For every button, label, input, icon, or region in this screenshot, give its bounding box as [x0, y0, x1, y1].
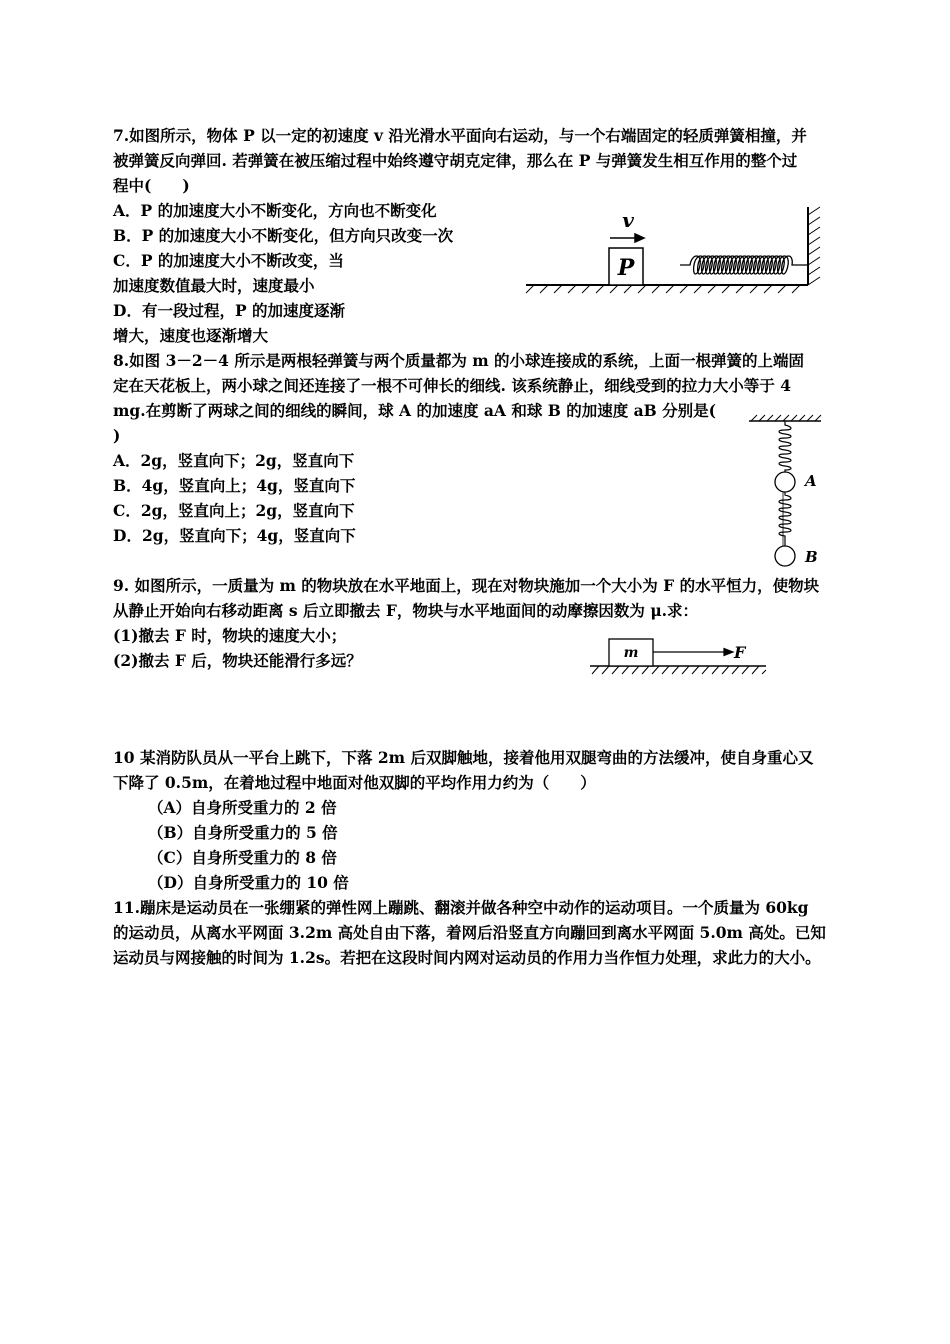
- q10-option-b: （B）自身所受重力的 5 倍: [148, 823, 338, 842]
- q10-stem-line-2: 下降了 0.5m，在着地过程中地面对他双脚的平均作用力约为（ ）: [113, 773, 596, 792]
- ball-b: [775, 546, 795, 566]
- q11-stem-line-1: 11.蹦床是运动员在一张绷紧的弹性网上蹦跳、翻滚并做各种空中动作的运动项目。一个质量为 60kg: [113, 898, 809, 917]
- q7-option-d: D．有一段过程，P 的加速度逐渐: [113, 301, 345, 320]
- q7-option-c-cont: 加速度数值最大时，速度最小: [113, 276, 315, 295]
- q9-part-1: (1)撤去 F 时，物块的速度大小；: [113, 626, 347, 645]
- q10-option-a: （A）自身所受重力的 2 倍: [148, 798, 337, 817]
- q8-stem-line-1: 8.如图 3－2－4 所示是两根轻弹簧与两个质量都为 m 的小球连接成的系统，上面一根弹簧的上端固: [113, 351, 805, 370]
- spring-7: [680, 256, 808, 274]
- block-m-label: m: [623, 645, 639, 661]
- q9-stem-line-1: 9. 如图所示，一质量为 m 的物块放在水平地面上，现在对物块施加一个大小为 F 的水平恒力，使物块: [113, 576, 820, 595]
- wall-hatch: [808, 207, 820, 285]
- q8-option-d: D．2g，竖直向下；4g，竖直向下: [113, 526, 356, 545]
- ground-hatch-9: [590, 666, 766, 674]
- ball-a: [775, 472, 795, 492]
- q10-stem-line-1: 10 某消防队员从一平台上跳下，下落 2m 后双脚触地，接着他用双腿弯曲的方法缓冲，使自身重心又: [113, 748, 814, 767]
- q7-stem-line-2: 被弹簧反向弹回. 若弹簧在被压缩过程中始终遵守胡克定律，那么在 P 与弹簧发生相互作用的整个过: [113, 151, 798, 170]
- q8-option-c: C．2g，竖直向上；2g，竖直向下: [113, 501, 355, 520]
- force-arrow: [653, 649, 733, 656]
- q7-spring-block-figure: [520, 205, 830, 297]
- q7-option-d-cont: 增大，速度也逐渐增大: [113, 326, 269, 345]
- q11-stem-line-3: 运动员与网接触的时间为 1.2s。若把在这段时间内网对运动员的作用力当作恒力处理，求此力的大小。: [113, 948, 821, 967]
- ceiling-hatch: [749, 415, 821, 421]
- velocity-label: v: [622, 208, 634, 232]
- ball-a-label: A: [805, 472, 817, 490]
- q7-option-c: C．P 的加速度大小不断改变，当: [113, 251, 344, 270]
- q10-option-d: （D）自身所受重力的 10 倍: [148, 873, 349, 892]
- q8-option-a: A．2g，竖直向下；2g，竖直向下: [113, 451, 355, 470]
- q7-option-a: A．P 的加速度大小不断变化，方向也不断变化: [113, 201, 437, 220]
- q8-stem-line-2: 定在天花板上，两小球之间还连接了一根不可伸长的细线. 该系统静止，细线受到的拉力大小等于 4: [113, 376, 791, 395]
- q7-option-b: B．P 的加速度大小不断变化，但方向只改变一次: [113, 226, 454, 245]
- upper-spring: [779, 421, 791, 473]
- q8-stem-line-3: mg.在剪断了两球之间的细线的瞬间，球 A 的加速度 aA 和球 B 的加速度 aB 分别是(: [113, 401, 716, 420]
- block-p-label: P: [617, 255, 635, 281]
- q9-part-2: (2)撤去 F 后，物块还能滑行多远？: [113, 651, 362, 670]
- q8-option-b: B．4g，竖直向上；4g，竖直向下: [113, 476, 356, 495]
- q7-stem-line-1: 7.如图所示，物体 P 以一定的初速度 v 沿光滑水平面向右运动，与一个右端固定的轻质弹簧相撞，并: [113, 126, 807, 145]
- ball-b-label: B: [805, 548, 818, 566]
- q9-block-force-figure: [588, 636, 773, 678]
- q7-stem-line-3: 程中( ): [113, 176, 190, 195]
- lower-spring: [779, 492, 791, 546]
- ground-hatch: [526, 285, 808, 293]
- q8-stem-line-4: ): [113, 426, 121, 445]
- force-label: F: [734, 643, 746, 662]
- q8-hanging-spring-figure: [745, 413, 830, 573]
- q9-stem-line-2: 从静止开始向右移动距离 s 后立即撤去 F，物块与水平地面间的动摩擦因数为 μ.求：: [113, 601, 699, 620]
- q10-option-c: （C）自身所受重力的 8 倍: [148, 848, 337, 867]
- q11-stem-line-2: 的运动员，从离水平网面 3.2m 高处自由下落，着网后沿竖直方向蹦回到离水平网面 5.0m 高处。已知: [113, 923, 826, 942]
- velocity-arrow: [610, 234, 644, 242]
